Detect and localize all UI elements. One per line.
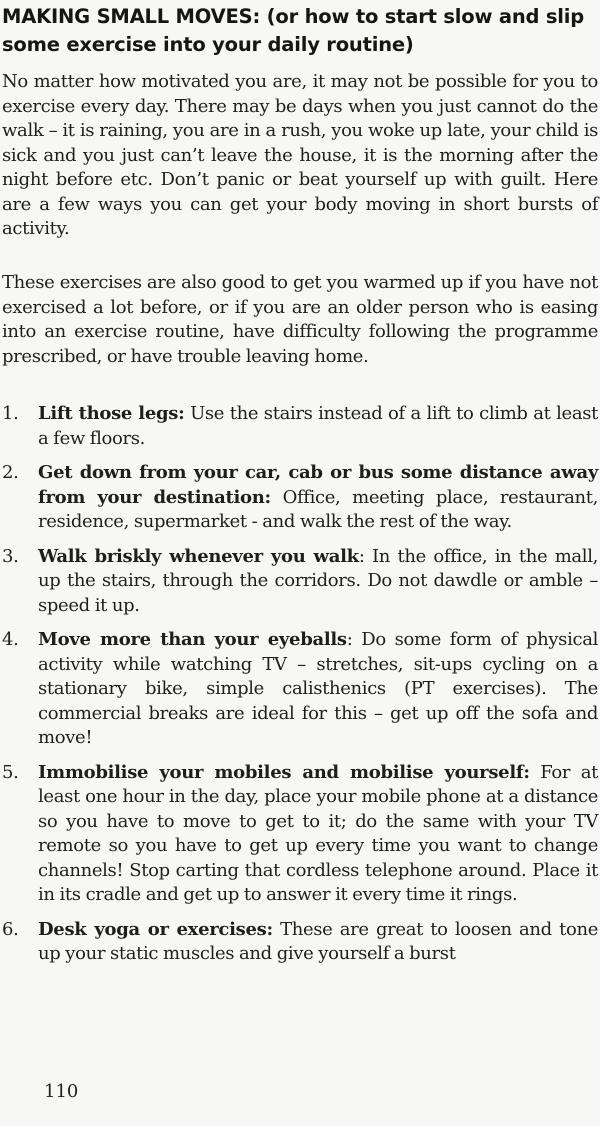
item-lead: Lift those legs: — [38, 403, 185, 424]
list-item — [0, 545, 598, 619]
item-number: 4. — [2, 629, 19, 650]
item-lead: Immobilise your mobiles and mobilise yourself: — [38, 761, 530, 783]
section-heading: MAKING SMALL MOVES: (or how to start slow and slip some exercise into your daily routine) — [2, 5, 584, 56]
item-lead: Move more than your eyeballs — [38, 629, 347, 650]
page-number: 110 — [44, 1081, 79, 1102]
item-number: 1. — [2, 403, 19, 424]
item-text: Use the stairs instead of a lift to climb at least a few floors. — [38, 403, 598, 449]
item-lead: Desk yoga or exercises: — [38, 918, 273, 940]
item-lead: Walk briskly whenever you walk — [38, 545, 359, 567]
list-item — [0, 918, 598, 967]
item-lead: Get down from your car, cab or bus some distance away from your destination: — [38, 462, 598, 508]
item-number: 3. — [2, 545, 19, 567]
intro-paragraph: No matter how motivated you are, it may not be possible for you to exercise every day. There may be days when you just cannot do the walk – it is raining, you are in a rush, you woke up late, your child is sick and you just can’t leave the house, it is the morning after the night before etc. Don’t panic or beat yourself up with guilt. Here are a few ways you can get your body moving in short bursts of activity. — [2, 71, 598, 239]
item-text: For at least one hour in the day, place your mobile phone at a distance so you have to move to get to it; do the same with your TV remote so you have to get up every time you want to change channels! Stop carting that cordless telephone around. Place it in its cradle and get up to answer it every time it rings. — [38, 761, 599, 905]
item-text: Office, meeting place, restaurant, residence, supermarket - and walk the rest of the way. — [38, 486, 598, 532]
list-item — [0, 761, 598, 908]
item-number: 5. — [2, 761, 19, 783]
exercise-tips-list — [0, 402, 598, 977]
list-item — [0, 402, 598, 451]
context-paragraph: These exercises are also good to get you warmed up if you have not exercised a lot before, or if you are an older person who is easing into an exercise routine, have difficulty following the programme prescribed, or have trouble leaving home. — [2, 272, 598, 367]
item-number: 6. — [2, 918, 19, 940]
item-number: 2. — [2, 462, 19, 483]
list-item — [0, 461, 598, 535]
item-text: These are great to loosen and tone up your static muscles and give yourself a burst — [38, 918, 598, 964]
item-text: : Do some form of physical activity while watching TV – stretches, sit-ups cycling on a stationary bike, simple calisthenics (PT exercises). The commercial breaks are ideal for this – get up off the sofa and move! — [38, 629, 598, 748]
item-text: : In the office, in the mall, up the stairs, through the corridors. Do not dawdle or amble – speed it up. — [38, 545, 598, 616]
list-item — [0, 628, 598, 751]
